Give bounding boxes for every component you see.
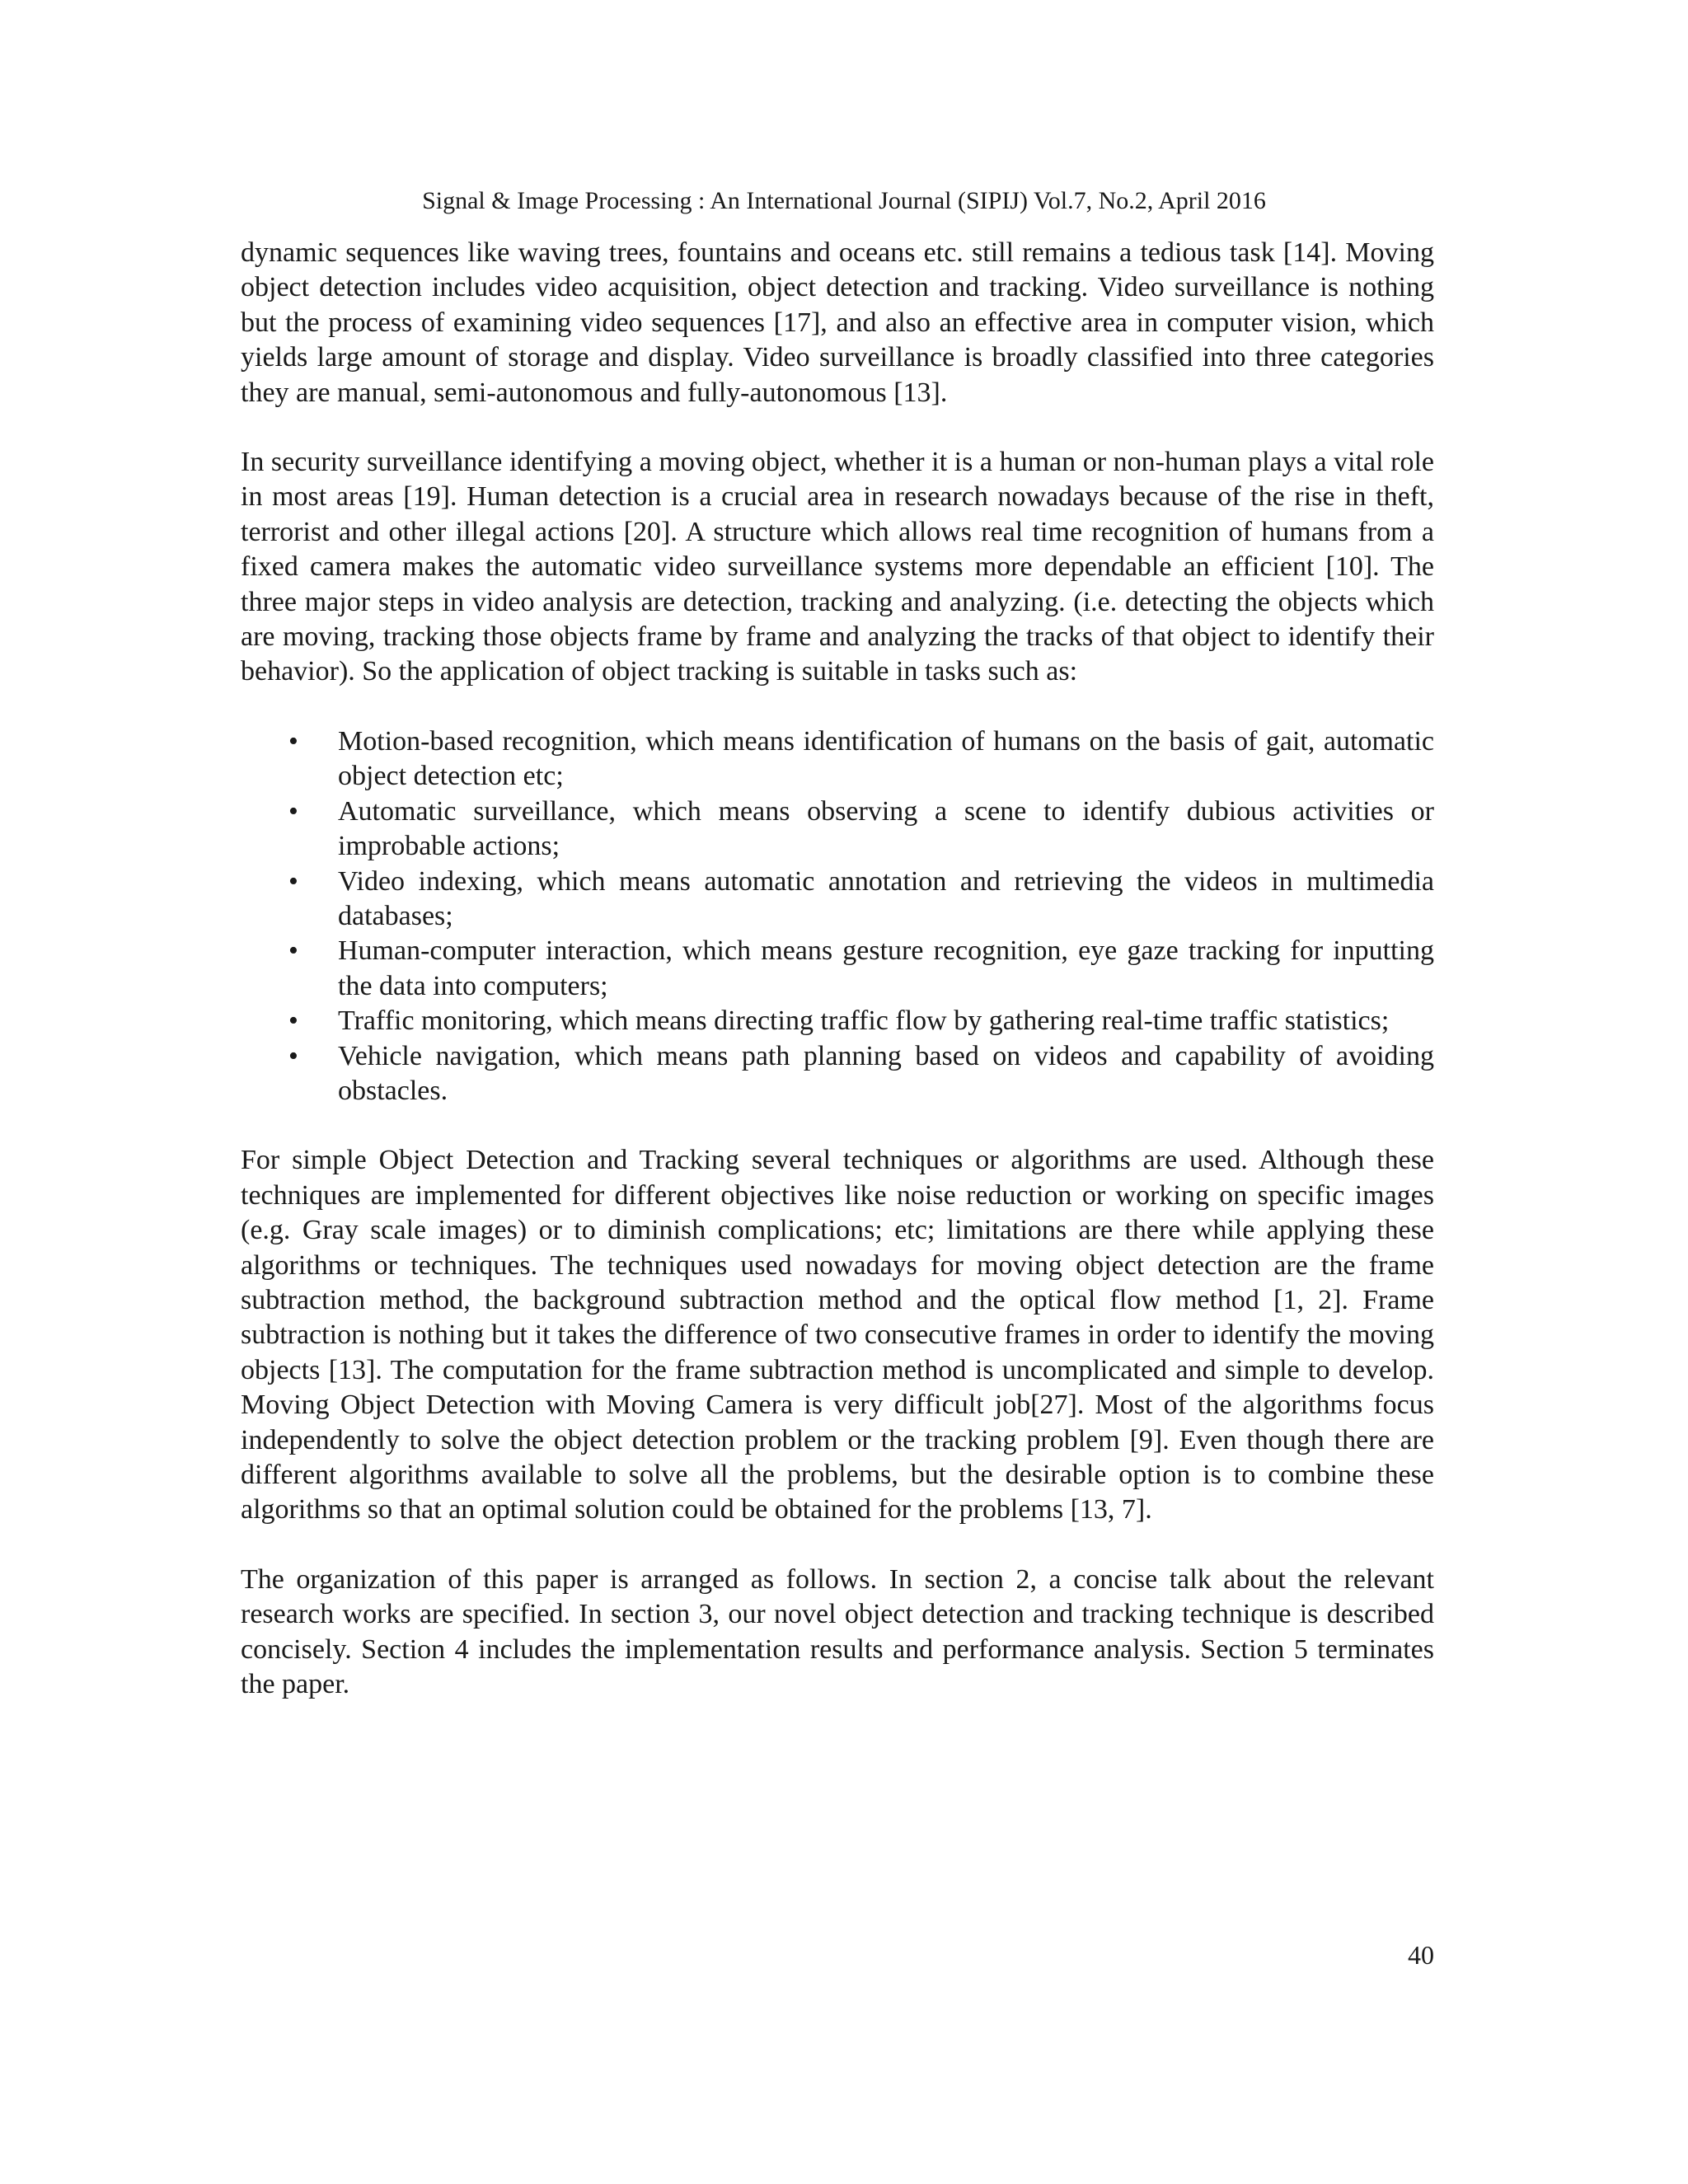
bullet-text: Human-computer interaction, which means gesture recognition, eye gaze tracking for inputting the data into computers; [338,935,1434,1001]
paragraph-security-surveillance: In security surveillance identifying a moving object, whether it is a human or non-human plays a vital role in most areas [19]. Human detection is a crucial area in research nowadays because of the rise in theft, terrorist and other illegal actions [20]. A structure which allows real time recognition of humans from a fixed camera makes the automatic video surveillance systems more dependable an efficient [10]. The three major steps in video analysis are detection, tracking and analyzing. (i.e. detecting the objects which are moving, tracking those objects frame by frame and analyzing the tracks of that object to identify their behavior). So the application of object tracking is suitable in tasks such as: [241,447,1434,687]
bullet-text: Motion-based recognition, which means identification of humans on the basis of gait, automatic object detection etc; [338,725,1434,792]
bullet-item [241,1039,1434,1109]
bullet-text: Traffic monitoring, which means directing traffic flow by gathering real-time traffic statistics; [338,1005,1390,1037]
bullet-icon: • [288,935,298,967]
bullet-text: Automatic surveillance, which means observing a scene to identify dubious activities or improbable actions; [338,795,1434,862]
body-text [241,236,1434,1702]
bullet-icon: • [288,795,298,827]
bullet-item [241,1004,1434,1038]
bullet-text: Video indexing, which means automatic annotation and retrieving the videos in multimedia databases; [338,865,1434,931]
running-header: Signal & Image Processing : An International Journal (SIPIJ) Vol.7, No.2, April 2016 [422,187,1266,214]
paragraph-detection-techniques: For simple Object Detection and Tracking several techniques or algorithms are used. Although these techniques are implemented for different objectives like noise reduction or working on specific images (e.g. Gray scale images) or to diminish complications; etc; limitations are there while applying these algorithms or techniques. The techniques used nowadays for moving object detection are the frame subtraction method, the background subtraction method and the optical flow method [1, 2]. Frame subtraction is nothing but it takes the difference of two consecutive frames in order to identify the moving objects [13]. The computation for the frame subtraction method is uncomplicated and simple to develop. Moving Object Detection with Moving Camera is very difficult job[27]. Most of the algorithms focus independently to solve the object detection problem or the tracking problem [9]. Even though there are different algorithms available to solve all the problems, but the desirable option is to combine these algorithms so that an optimal solution could be obtained for the problems [13, 7]. [241,1145,1434,1526]
bullet-item [241,724,1434,794]
bullet-item [241,794,1434,865]
bullet-icon: • [288,1040,298,1071]
bullet-item [241,865,1434,935]
application-bullet-list [241,724,1434,1108]
bullet-icon: • [288,865,298,897]
bullet-icon: • [288,1005,298,1037]
paragraph-paper-organization: The organization of this paper is arranged as follows. In section 2, a concise talk about the relevant research works are specified. In section 3, our novel object detection and tracking technique is described concisely. Section 4 includes the implementation results and performance analysis. Section 5 terminates the paper. [241,1563,1434,1700]
bullet-item [241,934,1434,1004]
paragraph-intro-continuation: dynamic sequences like waving trees, fountains and oceans etc. still remains a tedious task [14]. Moving object detection includes video acquisition, object detection and tracking. Video surveillance is nothing but the process of examining video sequences [17], and also an effective area in computer vision, which yields large amount of storage and display. Video surveillance is broadly classified into three categories they are manual, semi-autonomous and fully-autonomous [13]. [241,237,1434,408]
bullet-icon: • [288,725,298,757]
page-number: 40 [1408,1940,1434,1970]
bullet-text: Vehicle navigation, which means path planning based on videos and capability of avoiding obstacles. [338,1040,1434,1106]
